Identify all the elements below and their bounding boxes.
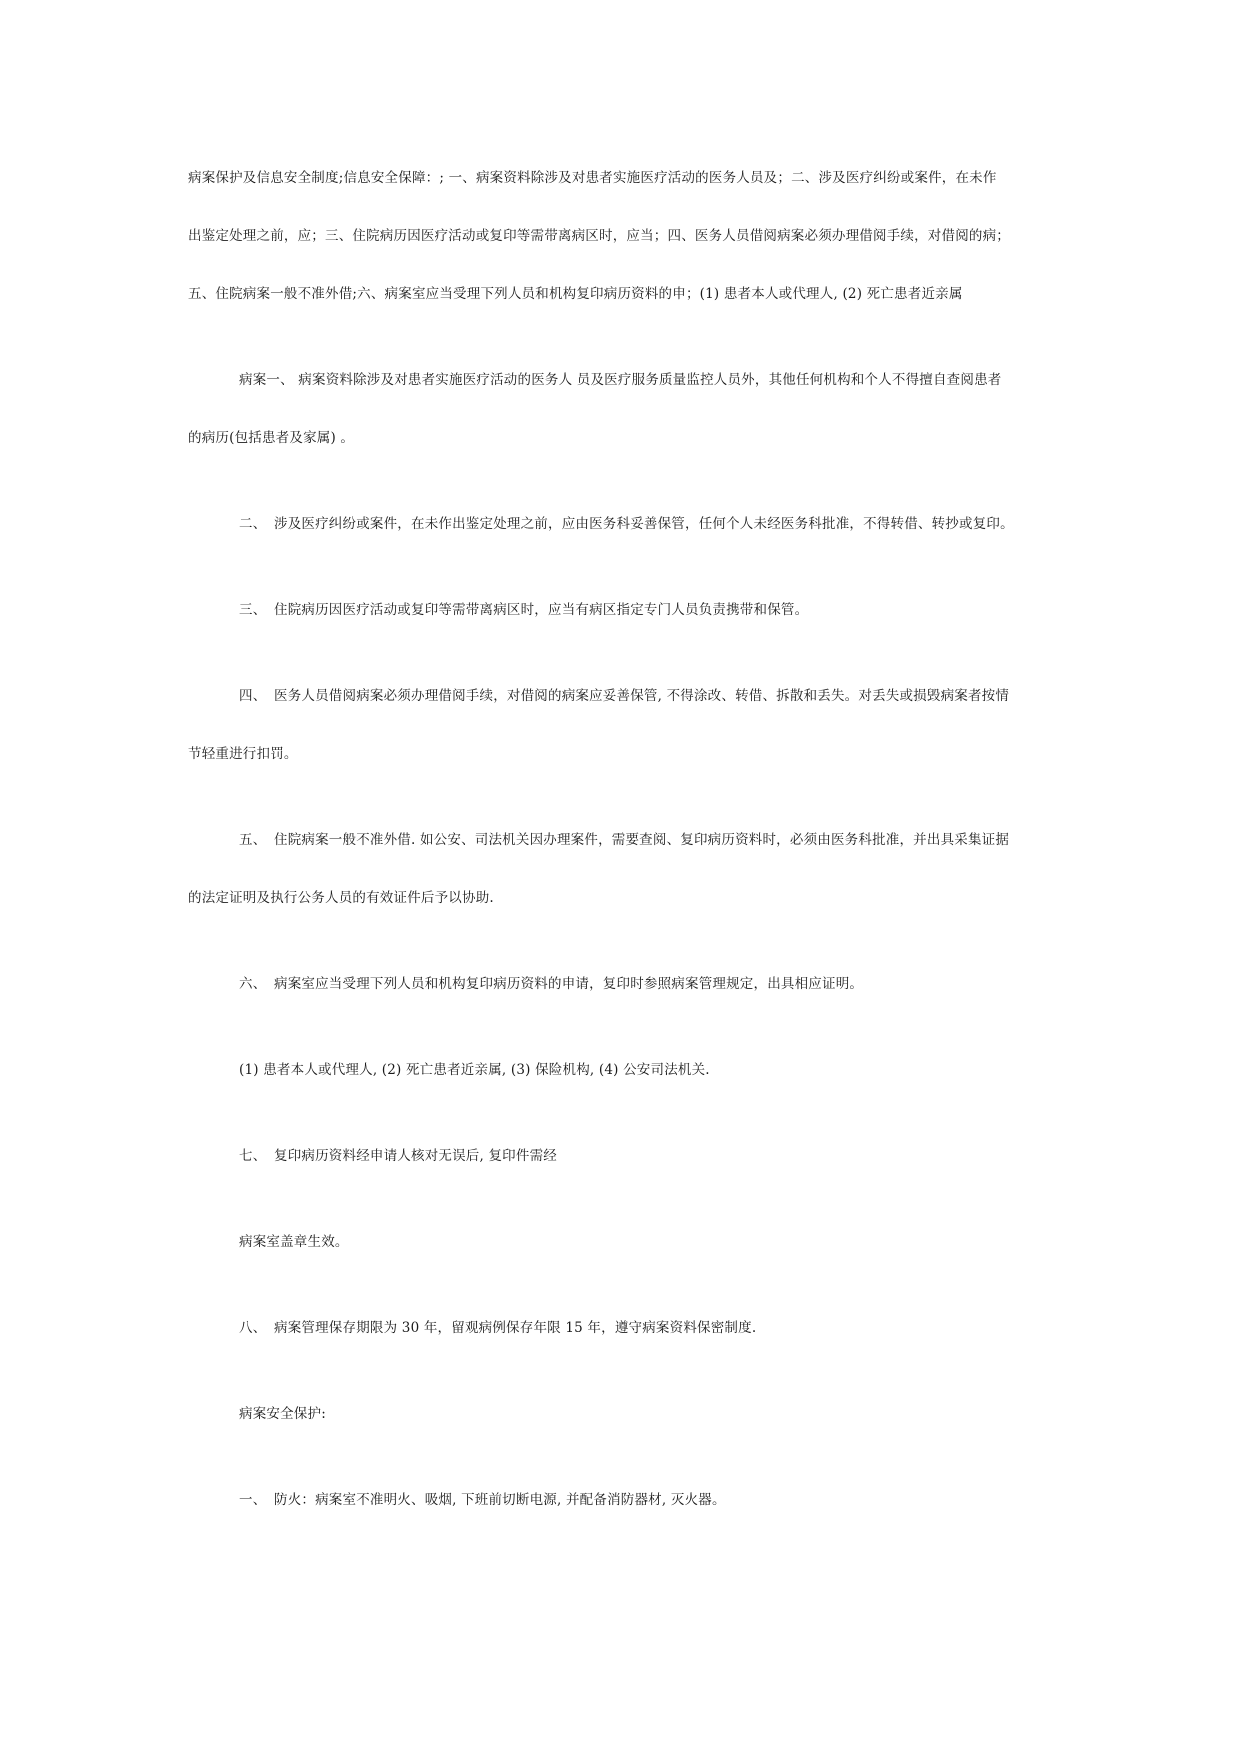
item-3-number: 三、: [239, 602, 267, 618]
summary-line-1: 病案保护及信息安全制度;信息安全保障：; 一、病案资料除涉及对患者实施医疗活动的医务人员及；二、涉及医疗纠纷或案件，在未作: [188, 170, 997, 186]
item-3-text: 住院病历因医疗活动或复印等需带离病区时，应当有病区指定专门人员负责携带和保管。: [274, 602, 809, 618]
item-7-continuation: 病案室盖章生效。: [239, 1234, 349, 1250]
item-5-number: 五、: [239, 832, 267, 848]
item-7-number: 七、: [239, 1148, 267, 1164]
item-3: [239, 600, 808, 620]
item-1-text: 病案一、 病案资料除涉及对患者实施医疗活动的医务人 员及医疗服务质量监控人员外，其他任何机构和个人不得擅自查阅患者: [239, 372, 1002, 388]
item-6-number: 六、: [239, 976, 267, 992]
item-2: [239, 514, 1014, 534]
safety-item-1-number: 一、: [239, 1492, 267, 1508]
item-4-text: 医务人员借阅病案必须办理借阅手续，对借阅的病案应妥善保管, 不得涂改、转借、拆散和丢失。对丢失或损毁病案者按情: [274, 688, 1010, 704]
item-7-text: 复印病历资料经申请人核对无误后, 复印件需经: [274, 1148, 557, 1164]
item-4: [239, 686, 1009, 706]
item-5-continuation: 的法定证明及执行公务人员的有效证件后予以协助.: [188, 890, 494, 906]
sub-list: (1) 患者本人或代理人, (2) 死亡患者近亲属, (3) 保险机构, (4) 公安司法机关.: [239, 1062, 710, 1078]
item-8-number: 八、: [239, 1320, 267, 1336]
item-8-text: 病案管理保存期限为 30 年，留观病例保存年限 15 年，遵守病案资料保密制度.: [274, 1320, 757, 1336]
item-2-number: 二、: [239, 516, 267, 532]
item-5: [239, 830, 1009, 850]
safety-item-1: [239, 1490, 726, 1510]
item-2-text: 涉及医疗纠纷或案件，在未作出鉴定处理之前，应由医务科妥善保管，任何个人未经医务科批准，不得转借、转抄或复印。: [274, 516, 1014, 532]
item-6-text: 病案室应当受理下列人员和机构复印病历资料的申请，复印时参照病案管理规定，出具相应证明。: [274, 976, 864, 992]
item-8: [239, 1318, 756, 1338]
summary-line-3: 五、住院病案一般不准外借;六、病案室应当受理下列人员和机构复印病历资料的申；(1) 患者本人或代理人, (2) 死亡患者近亲属: [188, 286, 963, 302]
item-5-text: 住院病案一般不准外借. 如公安、司法机关因办理案件，需要查阅、复印病历资料时，必须由医务科批准，并出具采集证据: [274, 832, 1010, 848]
item-4-number: 四、: [239, 688, 267, 704]
item-6: [239, 974, 863, 994]
item-7: [239, 1146, 557, 1166]
safety-item-1-text: 防火：病案室不准明火、吸烟, 下班前切断电源, 并配备消防器材, 灭火器。: [274, 1492, 726, 1508]
summary-line-2: 出鉴定处理之前，应；三、住院病历因医疗活动或复印等需带离病区时，应当；四、医务人员借阅病案必须办理借阅手续，对借阅的病；: [188, 228, 1010, 244]
item-4-continuation: 节轻重进行扣罚。: [188, 746, 298, 762]
section-title: 病案安全保护:: [239, 1406, 326, 1422]
item-1-continuation: 的病历(包括患者及家属) 。: [188, 430, 355, 446]
